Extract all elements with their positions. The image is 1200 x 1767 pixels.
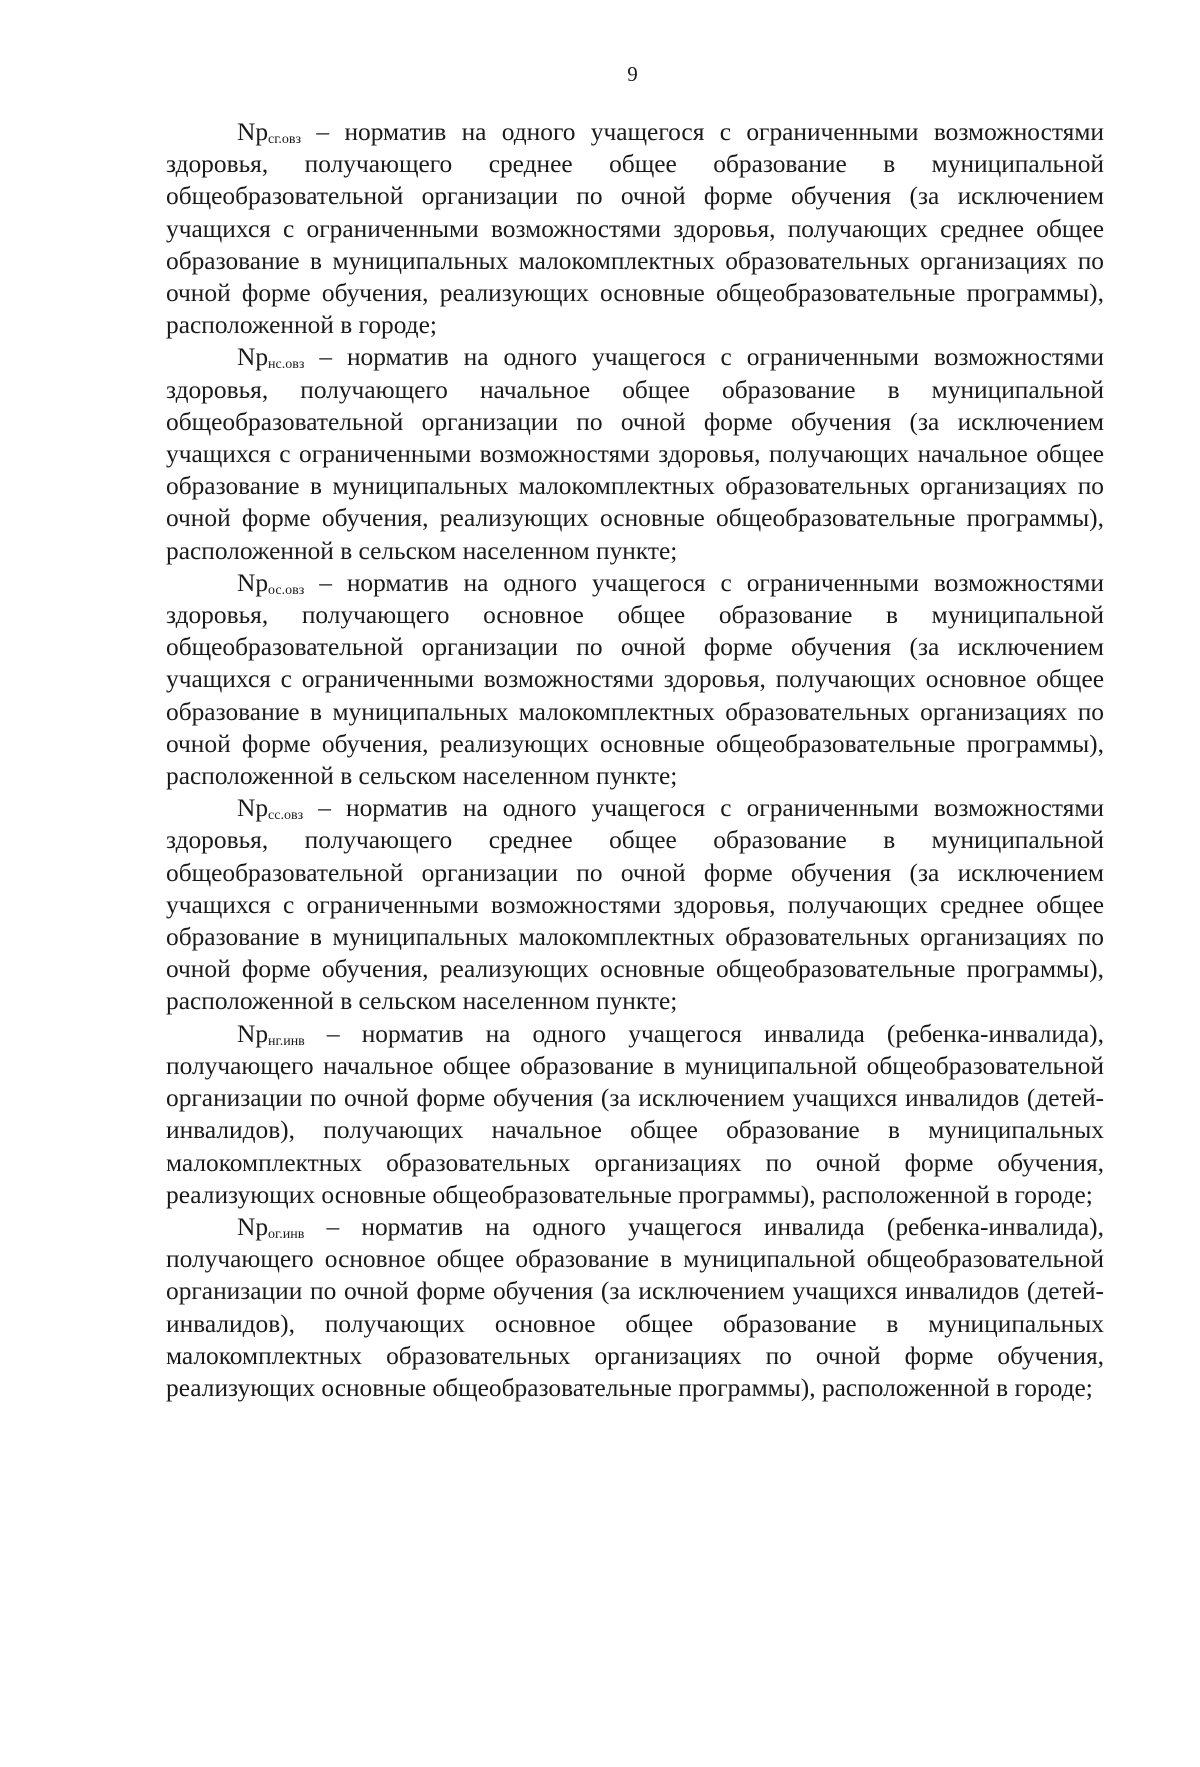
term-subscript: нг.инв <box>268 1033 305 1049</box>
paragraph-text: – норматив на одного учащегося инвалида (ребенка-инвалида), получающего начальное общее образование в муниципальной общеобразовательной организации по очной форме обучения (за исключением учащихся инвалидов (детей-инвалидов), получающих начальное общее образование в муниципальных малокомплектных образовательных организациях по очной форме обучения, реализующих основные общеобразовательные программы), расположенной в городе; <box>166 1019 1104 1209</box>
term-symbol <box>237 1020 305 1048</box>
term-letters: Np <box>237 1019 269 1048</box>
term-symbol <box>237 118 301 146</box>
paragraph-text: – норматив на одного учащегося с ограниченными возможностями здоровья, получающего среднее общее образование в муниципальной общеобразовательной организации по очной форме обучения (за исключением учащихся с ограниченными возможностями здоровья, получающих среднее общее образование в муниципальных малокомплектных образовательных организациях по очной форме обучения, реализующих основные общеобразовательные программы), расположенной в городе; <box>166 118 1104 340</box>
term-symbol <box>237 343 304 371</box>
term-symbol <box>237 569 304 597</box>
paragraph-text: – норматив на одного учащегося инвалида (ребенка-инвалида), получающего основное общее образование в муниципальной общеобразовательной организации по очной форме обучения (за исключением учащихся инвалидов (детей-инвалидов), получающих основное общее образование в муниципальных малокомплектных образовательных организациях по очной форме обучения, реализующих основные общеобразовательные программы), расположенной в городе; <box>166 1212 1104 1402</box>
paragraph-text: – норматив на одного учащегося с ограниченными возможностями здоровья, получающего основное общее образование в муниципальной общеобразовательной организации по очной форме обучения (за исключением учащихся с ограниченными возможностями здоровья, получающих основное общее образование в муниципальных малокомплектных образовательных организациях по очной форме обучения, реализующих основные общеобразовательные программы), расположенной в сельском населенном пункте; <box>166 568 1104 791</box>
paragraph-np-os-ovz <box>166 567 1104 792</box>
term-letters: Np <box>237 568 269 597</box>
term-letters: Np <box>237 1212 269 1241</box>
term-subscript: нс.овз <box>268 357 305 373</box>
paragraph-np-og-inv <box>166 1211 1104 1404</box>
term-symbol <box>237 1213 304 1241</box>
term-subscript: сс.овз <box>268 808 304 824</box>
term-subscript: ос.овз <box>268 582 305 598</box>
paragraph-np-ss-ovz <box>166 792 1104 1017</box>
paragraph-text: – норматив на одного учащегося с ограниченными возможностями здоровья, получающего среднее общее образование в муниципальной общеобразовательной организации по очной форме обучения (за исключением учащихся с ограниченными возможностями здоровья, получающих среднее общее образование в муниципальных малокомплектных образовательных организациях по очной форме обучения, реализующих основные общеобразовательные программы), расположенной в сельском населенном пункте; <box>166 794 1104 1016</box>
term-subscript: ог.инв <box>268 1226 305 1242</box>
paragraph-np-ng-inv <box>166 1018 1104 1211</box>
term-symbol <box>237 794 303 822</box>
page-number: 9 <box>627 62 638 86</box>
term-subscript: сг.овз <box>268 132 302 147</box>
paragraph-text: – норматив на одного учащегося с ограниченными возможностями здоровья, получающего начальное общее образование в муниципальной общеобразовательной организации по очной форме обучения (за исключением учащихся с ограниченными возможностями здоровья, получающих начальное общее образование в муниципальных малокомплектных образовательных организациях по очной форме обучения, реализующих основные общеобразовательные программы), расположенной в сельском населенном пункте; <box>166 343 1104 565</box>
term-letters: Np <box>237 343 269 372</box>
term-letters: Np <box>237 118 269 146</box>
term-letters: Np <box>237 794 269 823</box>
document-body <box>166 116 1104 1404</box>
paragraph-np-sg-ovz <box>166 116 1104 341</box>
paragraph-np-ns-ovz <box>166 341 1104 566</box>
